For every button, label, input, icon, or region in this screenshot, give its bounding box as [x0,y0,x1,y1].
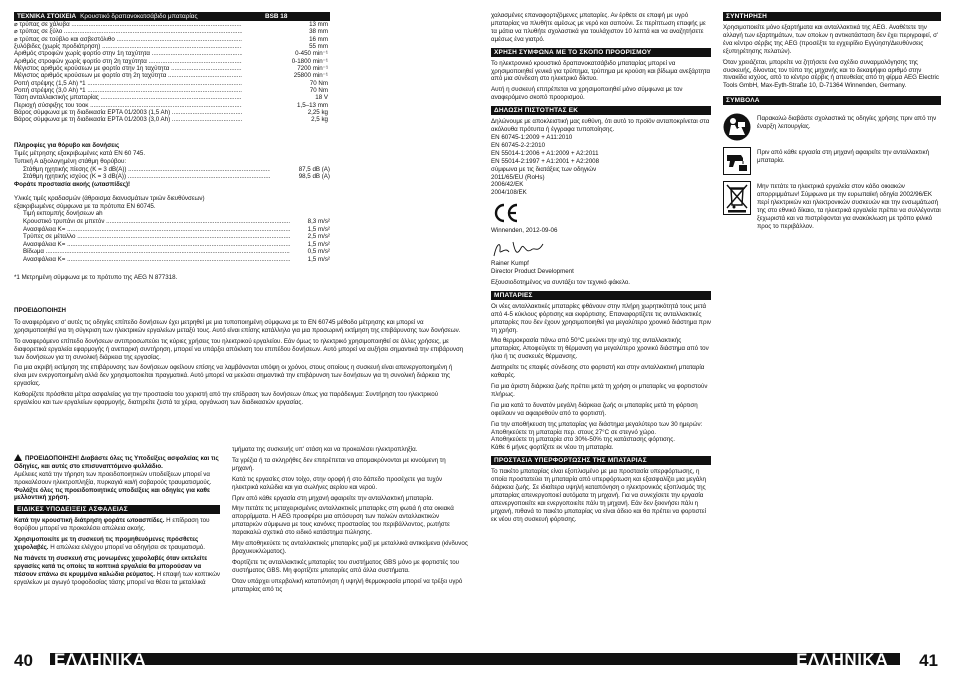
vibration-row [23,248,330,256]
safety-text-6: Μην αποθηκεύετε τις ανταλλακτικές μπαταρίες μαζί με μεταλλικά αντικείμενα (κίνδυνος βραχυκυκλώματος). [232,540,468,555]
spec-label: Αριθμός στροφών χωρίς φορτίο στην 1η ταχύτητα ..... [14,50,242,57]
noise-title: Πληροφίες για θόρυβο και δονήσεις [14,141,120,149]
noise-intro: Τιμές μέτρησης εξακριβωμένες κατά EN 60 745. Τυπική Α αξιολογημένη στάθμη θορύβου: [14,149,146,165]
batteries-p3: Διατηρείτε τις επαφές σύνδεσης στο φορτιστή και στην ανταλλακτική μπαταρία καθαρές. [491,364,705,380]
caution-p1: Το αναφερόμενο σ' αυτές τις οδηγίες επίπεδο δονήσεων έχει μετρηθεί με μια τυποποιημένη σύμφωνα με το EN 60745 μέθοδο μέτρησης και μπορεί να χρησιμοποιηθεί για τη σύγκριση των ηλεκτρικών εργαλείων μεταξύ τους. Αυτό είναι επίσης κατάλληλο για μια προσωρινή εκτίμηση της επιβάρυνσης των δονήσεων. [14,318,461,334]
spec-value: 0-1800 min⁻¹ [291,57,328,65]
safety-warning-keep: Φυλάξτε όλες τις προειδοποιητικές υποδείξεις και οδηγίες για καθε μελλοντική χρήση. [14,486,210,502]
spec-label: Βάρος σύμφωνα με τη διαδικασία EPTA 01/2003 (1,5 Ah) ..... [14,109,242,116]
symbol-row-manual [723,113,941,141]
maintenance-p2: Όταν χρειάζεται, μπορείτε να ζητήσετε ένα σχέδιο συναρμολόγησης της συσκευής, δίνοντας τον τύπο της μηχανής και το δεκαψήφιο αριθμό στην πινακίδα ισχύος, από το κέντρο σέρβις ή απευθείας από τη φίρμα AEG Electric Tools GmbH, Max-Eyth-Straße 10, D-71364 Winnenden, Germany. [723,58,939,90]
noise-row [23,173,330,181]
caution-p2: Το αναφερόμενο επίπεδο δονήσεων αντιπροσωπεύει τις κύριες χρήσεις του ηλεκτρικού εργαλείου. Εάν όμως το ηλεκτρικό χρησιμοποιηθεί σε άλλες χρήσεις, με διαφορετικά εργαλεία εφαρμογής ή ανεπαρκή συντήρηση, μπορεί να υπάρξει απόκλιση του επιπέδου δονήσεων. Αυτό μπορεί να αυξήσει σημαντικά την επιβάρυνση των δονήσεων για τη συνολική διάρκεια της εργασίας. [14,337,464,361]
vibration-value: 0,5 m/s² [307,248,330,256]
overload-text: Το πακέτο μπαταρίας είναι εξοπλισμένο με μια προστασία υπερφόρτωσης, η οποία προστατεύει τη μπαταρία από υπερφόρτωση και εξασφαλίζει μια μεγάλη διάρκεια ζωής. Σε ιδιαίτερα υψηλή καταπόνηση ο ηλεκτρονικός εξοπλισμός της μπαταρίας απενεργοποιεί αυτόματα τη μηχανή. Για να συνεχίσετε την εργασία απενεργοποιείτε και ενεργοποιείτε πάλι τη μηχανή. Εάν δεν ξεκινήσει πάλι η μηχανή, πιθανά το πακέτο μπαταρίας να είναι άδειο και θα πρέπει να φορτιστεί εκ νέου στη συσκευή φόρτισης. [491,468,706,523]
spec-row [14,109,330,116]
special-safety-header: ΕΙΔΙΚΕΣ ΥΠΟΔΕΙΞΕΙΣ ΑΣΦΑΛΕΙΑΣ [14,505,220,514]
vibration-label: Βίδωμα ..... [23,248,290,256]
read-manual-icon [723,113,751,141]
spec-row [14,94,330,101]
tech-specs-subtitle: Κρουστικό δραπανοκατσάβιδο μπαταρίας [80,13,198,20]
safety-warning-body: Αμέλειες κατά την τήρηση των προειδοποιητικών υποδείξεων μπορεί να προκαλέσουν ηλεκτροπληξία, πυρκαγιά και/ή σοβαρούς τραυματισμούς. [14,470,212,486]
safety-text-8: Όταν υπάρχει υπερβολική καταπόνηση ή υψηλή θερμοκρασία μπορεί να τρέξει υγρό μπαταρίας από τις [232,577,463,593]
weee-bin-icon [723,181,751,209]
place-date: Winnenden, 2012-09-06 [491,227,558,235]
safety-column-2 [232,446,468,597]
tech-specs-title: ΤΕΧΝΙΚΑ ΣΤΟΙΧΕΙΑ [17,13,77,20]
vibration-table [14,210,330,263]
tech-specs-header [14,12,330,21]
special-safety-p1-text: Η επίδραση του θορύβου μπορεί να προκαλέσει απώλεια ακοής. [14,517,210,533]
spec-row [14,65,330,72]
spec-label: Ροπή στρέψης (3,0 Ah) *1 ..... [14,87,242,94]
authorized-text: Εξουσιοδοτημένος να συντάξει τον τεχνικό φάκελο. [491,278,630,286]
vibration-value: 1,5 m/s² [307,240,330,248]
page-number: 41 [919,651,938,670]
maintenance-header: ΣΥΝΤΗΡΗΣΗ [723,12,941,21]
spec-label: Βάρος σύμφωνα με τη διαδικασία EPTA 01/2003 (3,0 Ah) ..... [14,116,242,123]
declaration-header: ΔΗΛΩΣΗ ΠΙΣΤΟΤΗΤΑΣ ΕΚ [491,106,711,115]
overload-header: ΠΡΟΣΤΑΣΙΑ ΥΠΕΡΦΟΡΤΩΣΗΣ ΤΗΣ ΜΠΑΤΑΡΙΑΣ [491,456,711,465]
noise-value: 87,5 dB (A) [298,165,330,173]
model-name: BSB 18 [265,13,288,20]
declaration-text: Δηλώνουμε με αποκλειστική μας ευθύνη, ότι αυτό το προϊόν ανταποκρίνεται στα ακόλουθα πρότυπα ή έγγραφα τυποποίησης. EN 60745-1:2009 + A11:2010 EN 60745-2-2:2010 EN 55014-1:2006 + A1:2009 + A2:2011 EN 55014-2:1997 + A1:2001 + A2:2008 σύμφωνα με τις διατάξεις των οδηγιών 2011/65/EU (RoHs) 2006/42/EK 2004/108/EK [491,118,710,197]
spec-row [14,58,330,65]
signature [491,238,711,260]
page-footer-left [0,650,477,677]
vibration-label: Τιμή εκπομπής δονήσεων ah [23,210,103,218]
batteries-p1: Οι νέες ανταλλακτικές μπαταρίες φθάνουν στην πλήρη χωρητικότητά τους μετά από 4-5 κύκλους φόρτισης και εκφόρτισης. Επαναφορτίζετε τις ανταλλακτικές μπαταρίες που δεν έχουν χρησιμοποιηθεί για μεγαλύτερο χρονικό διάστημα πριν τη χρήση. [491,302,711,334]
spec-value: 38 mm [309,28,328,36]
symbol-text-2: Πριν από κάθε εργασία στη μηχανή αφαιρείτε την ανταλλακτική μπαταρία. [757,149,930,165]
spec-value: 1,5–13 mm [297,101,328,109]
symbol-text-3: Μην πετάτε τα ηλεκτρικά εργαλεία στον κάδο οικιακών απορριμμάτων! Σύμφωνα με την ευρωπαϊκή οδηγία 2002/96/ΕΚ περί ηλεκτρικών και ηλεκτρονικών συσκευών και την ενσωμάτωσή της στο εθνικό δίκαιο, τα ηλεκτρικά εργαλεία πρέπει να συλλέγονται ξεχωριστά και να πιστρέφονται για ανακύκλωση με τρόπο φιλικό προς το περιβάλλον. [757,183,941,230]
safety-text-5: Μην πετάτε τις μεταχειρισμένες ανταλλακτικές μπαταρίες στη φωτιά ή στα οικιακά απορρίμματα. Η AEG προσφέρει μια απόσυρση των παλιών ανταλλακτικών μπαταριών σύμφωνα με τους κανόνες προστασίας του περιβάλλοντος, ρωτήστε παρακαλώ σχετικά στο ειδικό κατάστημα πώλησης. [232,505,454,537]
spec-label: ⌀ τρύπας σε τούβλο και ασβεστόλιθο ..... [14,36,242,43]
intended-use-header: ΧΡΗΣΗ ΣΥΜΦΩΝΑ ΜΕ ΤΟ ΣΚΟΠΟ ΠΡΟΟΡΙΣΜΟΥ [491,48,711,57]
spec-value: 13 mm [309,21,328,28]
vibration-value: 1,5 m/s² [307,225,330,233]
noise-label: Στάθμη ηχητικής πίεσης (K = 3 dB(A)) ..... [23,166,270,174]
page-41 [477,0,954,677]
batteries-p5: Για μια κατά το δυνατόν μεγάλη διάρκεια ζωής οι μπαταρίες μετά τη φόρτιση οφείλουν να αφαιρεθούν από το φορτιστή. [491,401,698,417]
special-safety-p1-bold: Κατά την κρουστική διάτρηση φοράτε ωτοασπίδες. [14,517,165,525]
spec-row [14,36,330,43]
vibration-intro: Υλικές τιμές κραδασμών (άθροισμα διανυσμάτων τριών διευθύνσεων) εξακριβωμένες σύμφωνα με τα πρότυπα EN 60745. [14,194,205,210]
vibration-label: Τρύπες σε μέταλλο ..... [23,233,290,241]
warning-triangle-icon [14,454,22,461]
vibration-row [23,226,330,234]
spec-label: ⌀ τρύπας σε ξύλο ..... [14,28,242,35]
spec-value: 70 Nm [309,79,328,87]
right-column-1 [491,12,711,527]
remove-battery-icon [723,147,751,175]
tech-specs-column [14,12,330,285]
page-footer-right [477,650,954,677]
vibration-value [290,210,330,218]
vibration-row [23,241,330,249]
signer-name: Rainer Kumpf [491,260,529,268]
page-number: 40 [14,651,33,670]
batteries-header: ΜΠΑΤΑΡΙΕΣ [491,291,711,300]
safety-column [14,446,220,590]
spec-label: Αριθμός στροφών χωρίς φορτίο στη 2η ταχύτητα ..... [14,58,242,65]
vibration-row [23,256,330,264]
spec-label: Μέγιστος αριθμός κρούσεων με φορτίο στη 2η ταχύτητα ..... [14,72,242,79]
vibration-label: Ανασφάλεια K= ..... [23,241,290,249]
spec-value: 7200 min⁻¹ [297,65,328,73]
spec-row [14,28,330,35]
vibration-label: Ανασφάλεια K= ..... [23,256,290,264]
caution-title: ΠΡΟΕΙΔΟΠΟΙΗΣΗ [14,307,66,314]
special-safety-p3 [14,555,220,587]
noise-value: 98,5 dB (A) [298,173,330,181]
vibration-row [23,218,330,226]
battery-fluid-text: χαλασμένες επαναφορτιζόμενες μπαταρίες. Αν έρθετε σε επαφή με υγρό μπαταρίας να πλυθήτε αμέσως με νερό και σαπούνι. Σε περίπτωση επαφής με τα μάτια να πλυθήτε σχολαστικά για τουλάχιστον 10 λεπτά και να αναζητήσετε αμέσως ένα γιατρό. [491,12,706,43]
noise-table [14,166,330,181]
safety-text-4: Πριν από κάθε εργασία στη μηχανή αφαιρείτε την ανταλλακτική μπαταρία. [232,494,434,502]
spec-label: Μέγιστος αριθμός κρούσεων με φορτίο στην 1η ταχύτητα ..... [14,65,242,72]
batteries-p4: Για μια άριστη διάρκεια ζωής πρέπει μετά τη χρήση οι μπαταρίες να φορτιστούν πλήρως. [491,383,708,398]
spec-row [14,102,330,109]
safety-warning [14,446,220,502]
intended-use-p1: Το ηλεκτρονικό κρουστικό δραπανοκατσάβιδο μπαταρίας μπορεί να χρησιμοποιηθεί γενικά για τρύπημα, τρύπημα με κρούση και βίδωμα ανεξάρτητα από μια σύνδεση στο ηλεκτρικό δίκτυο. [491,59,711,83]
tech-specs-table [14,21,330,124]
ce-mark-icon [493,203,519,223]
caution-section [14,307,466,410]
spec-row [14,80,330,87]
spec-value: 2,5 kg [311,116,328,124]
spec-label: ξυλόβιδες (χωρίς προδιάτρηση) ..... [14,43,242,50]
safety-text-2: Τα γρέζια ή τα σκληρήθες δεν επιτρέπεται να απομακρύνονται με κινούμενη τη μηχανή. [232,456,446,472]
symbol-row-weee [723,181,941,230]
spec-value: 70 Nm [309,87,328,95]
caution-p4: Καθορίζετε πρόσθετα μέτρα ασφαλείας για την προστασία του χειριστή από την επίδραση των δονήσεων όπως για παράδειγμα: Συντήρηση του ηλεκτρικού εργαλείου και των εργαλείων εφαρμογής, διατηρείτε ζεστά τα χέρια, οργάνωση των διαδικασιών εργασίας. [14,391,439,407]
spec-row [14,72,330,79]
signer-role: Director Product Development [491,268,574,276]
spec-row [14,21,330,28]
special-safety-p2 [14,536,220,552]
batteries-p6: Για την αποθήκευση της μπαταρίας για διάστημα μεγαλύτερο των 30 ημερών: Αποθηκεύετε τη μπαταρία περ. στους 27°C σε στεγνό χώρο. Αποθηκεύετε τη μπαταρία στο 30%-50% της κατάστασης φόρτισης. Κάθε 6 μήνες φορτίζετε εκ νέου τη μπαταρία. [491,420,703,452]
vibration-value: 1,5 m/s² [307,256,330,263]
spec-value: 16 mm [309,35,328,43]
vibration-label: Ανασφάλεια K= ..... [23,226,290,234]
special-safety-p3-bold: Να πιάνετε τη συσκευή στις μονωμένες χειρολαβές όταν εκτελείτε εργασίες κατά τις οποίες τα κοπτικά εργαλεία θα μπορούσαν να πέσουν επάνω σε κρυμμένα καλώδια ρεύματος. [14,554,208,578]
special-safety-p2-text: Η απώλεια ελέγχου μπορεί να οδηγήσει σε τραυματισμό. [48,544,205,552]
right-column-2 [723,12,941,237]
spec-value: 2,25 kg [307,109,328,117]
footnote: *1 Μετρημένη σύμφωνα με το πρότυπο της AEG N 877318. [14,273,178,281]
safety-text-3: Κατά τις εργασίες στον τοίχο, στην οροφή ή στο δάπεδο προσέχετε για τυχόν ηλεκτρικά καλώδια και για σωλήνες αερίου και νερού. [232,475,443,491]
spec-row [14,43,330,50]
spec-value: 25800 min⁻¹ [293,72,328,80]
vibration-value: 2,5 m/s² [307,233,330,241]
batteries-p2: Μια θερμοκρασία πάνω από 50°C μειώνει την ισχύ της ανταλλακτικής μπαταρίας. Αποφεύγετε τη θέρμανση για μεγαλύτερο χρονικό διάστημα από τον ήλιο ή τις συσκευές θέρμανσης. [491,337,709,361]
noise-label: Στάθμη ηχητικής ισχύος (K = 3 dB(A)) ..... [23,173,270,181]
spec-value: 0-450 min⁻¹ [295,50,328,58]
spec-value: 55 mm [309,43,328,51]
ear-protection-warning: Φοράτε προστασία ακοής (ωτασπίδες)! [14,180,131,188]
symbol-text-1: Παρακαλώ διαβάστε σχολαστικά τις οδηγίες χρήσης πριν από την έναρξη λειτουργίας. [757,115,937,131]
noise-row [23,166,330,174]
page-language-title: ΕΛΛΗΝΙΚΑ [796,650,888,669]
spec-label: Περιοχή σύσφιξης του τοοκ ..... [14,102,242,109]
safety-warning-lead: ΠΡΟΕΙΔΟΠΟΙΗΣΗ! Διαβάστε όλες τις Υποδείξεις ασφαλείας και τις Οδηγίες, και αυτές στο επισυναπτόμενο φυλλάδιο. [14,454,219,470]
spec-row [14,87,330,94]
safety-text-1: τμήματα της συσκευής υπ' οτάση και να προκαλέσει ηλεκτροπληξία. [232,446,418,453]
vibration-value: 8,3 m/s² [307,218,330,226]
caution-p3: Για μια ακριβή εκτίμηση της επιβάρυνσης των δονήσεων οφείλουν επίσης να λαμβάνονται υπόψη οι χρόνοι, στους οποίους η συσκευή είναι απενεργοποιημένη ή είναι μεν ενεργοποιημένη αλλά δεν χρησιμοποιείται πραγματικά. Αυτό μπορεί να μειώσει σημαντικά την επιβάρυνση των δονήσεων για τη συνολική διάρκεια της εργασίας. [14,364,453,388]
vibration-label: Κρουστικό τρυπάνι σε μπετόν ..... [23,218,290,226]
safety-text-7: Φορτίζετε τις ανταλλακτικές μπαταρίες του συστήματος GBS μόνο με φορτιστές του συστήματος GBS. Μη φορτίζετε μπαταρίες από άλλα συστήματα. [232,558,460,574]
vibration-row [23,233,330,241]
page-language-title: ΕΛΛΗΝΙΚΑ [54,650,146,669]
special-safety-p2-bold: Χρησιμοποιείτε με τη συσκευή τις προμηθευόμενες πρόσθετες χειρολαβές. [14,536,199,552]
spec-label: ⌀ τρύπας σε χάλυβα ..... [14,21,242,28]
special-safety-p3-text: Η επαφή των κοπτικών εργαλείων με αγωγό τροφοδοσίας τάσης μπορεί να θέσει τα μεταλλικά [14,570,220,586]
spec-row [14,50,330,57]
symbol-row-battery [723,147,941,175]
spec-row [14,116,330,123]
symbols-header: ΣΥΜΒΟΛΑ [723,96,941,105]
intended-use-p2: Αυτή η συσκευή επιτρέπεται να χρησιμοποιηθεί μόνο σύμφωνα με τον αναφερόμενο σκοπό προορισμού. [491,86,683,102]
spec-label: Ροπή στρέψης (1,5 Ah) *1 ..... [14,80,242,87]
spec-value: 18 V [315,94,328,102]
special-safety-p1 [14,517,220,533]
spec-label: Τάση ανταλλακτικής μπαταρίας ..... [14,94,242,101]
vibration-row [23,210,330,218]
maintenance-p1: Χρησιμοποιείτε μόνο εξαρτήματα και ανταλλακτικά της AEG. Αναθέτετε την αλλαγή των εξαρτημάτων, των οποίων η αντικατάσταση δεν έχει περιγραφεί, σ' ένα κέντρο σέρβις της AEG (προσέξτε τα εγχειρίδιο Εγγύηση/Διευθύνσεις εξυπηρέτησης πελατών). [723,24,939,55]
